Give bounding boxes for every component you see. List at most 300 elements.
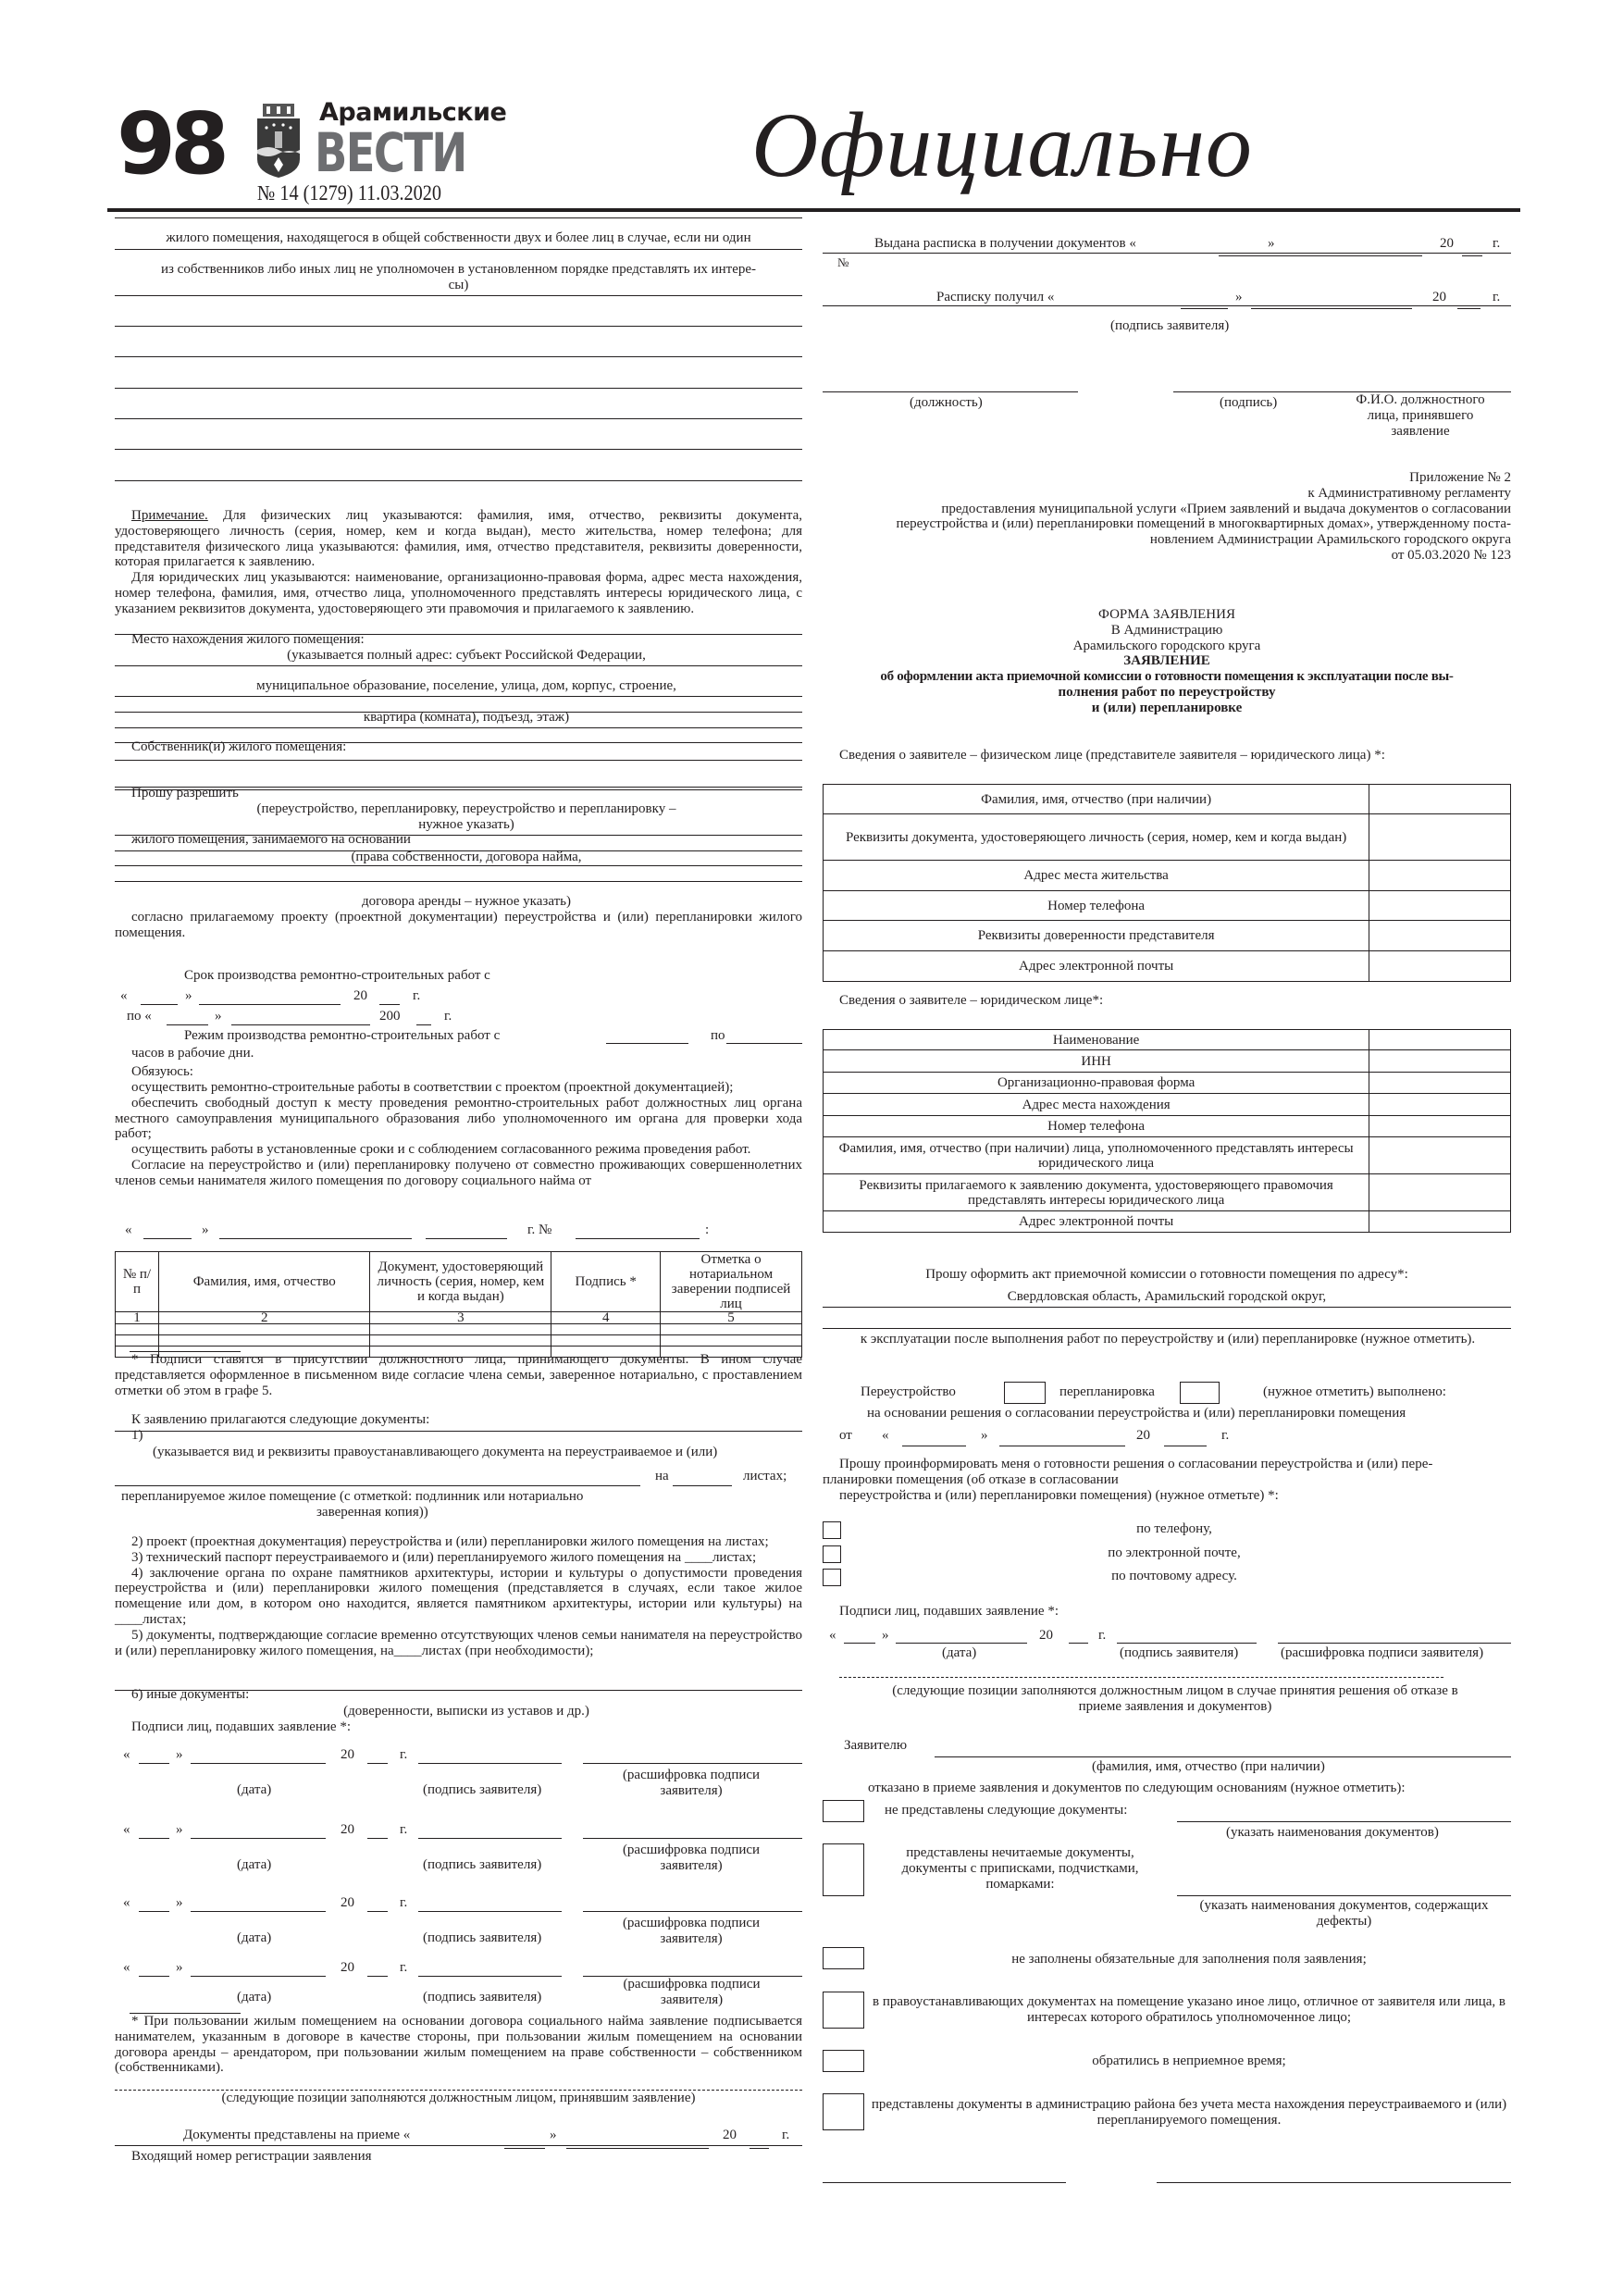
missing-documents-field[interactable] <box>1177 1821 1511 1822</box>
obligations-title: Обязуюсь: <box>131 1064 193 1079</box>
reason-unfilled-label: не заполнены обязательные для заполнения поля заявления; <box>1011 1952 1367 1967</box>
applicant-name-field[interactable] <box>935 1756 1511 1757</box>
day-field[interactable] <box>139 1976 169 1977</box>
field-line[interactable] <box>115 295 802 296</box>
attachment-1-field[interactable] <box>115 1485 640 1486</box>
location-field[interactable] <box>115 665 802 666</box>
attachment-item: 2) проект (проектная документация) переустройства и (или) перепланировки жилого помещения на листах; <box>131 1534 769 1549</box>
row-value-cell[interactable] <box>1369 1073 1511 1094</box>
table-row <box>824 921 1511 951</box>
column-header: Подпись * <box>551 1252 661 1312</box>
field-line[interactable] <box>115 480 802 481</box>
row-value-cell[interactable] <box>1369 1211 1511 1233</box>
position-field[interactable] <box>823 391 1078 392</box>
row-value-cell[interactable] <box>1369 814 1511 861</box>
reason-missing-checkbox[interactable] <box>823 1800 864 1822</box>
row-label: Реквизиты документа, удостоверяющего личность (серия, номер, кем и когда выдан) <box>824 814 1369 861</box>
attachment-item: 3) технический паспорт переустраиваемого и (или) перепланируемого жилого помещения на ____листах; <box>131 1549 757 1565</box>
intro-line-3: сы) <box>448 278 469 292</box>
signature-decode-label: (расшифровка подписи заявителя) <box>1281 1645 1484 1660</box>
year-suffix: г. <box>400 1960 408 1975</box>
year-prefix: 20 <box>723 2128 737 2142</box>
header-rule <box>107 208 1520 212</box>
owners-label: Собственник(и) жилого помещения: <box>131 739 347 754</box>
table-row <box>824 1211 1511 1233</box>
month-field[interactable] <box>231 1024 370 1025</box>
row-label: Организационно-правовая форма <box>824 1073 1369 1094</box>
quote-open: « <box>123 1822 130 1837</box>
row-label: Наименование <box>824 1030 1369 1050</box>
quote-close: » <box>550 2128 557 2142</box>
basis-hint-1: (права собственности, договора найма, <box>351 850 582 864</box>
signature-decode-label: (расшифровка подписи заявителя) <box>623 1977 761 2007</box>
row-value-cell[interactable] <box>1369 1094 1511 1116</box>
row-label: Номер телефона <box>824 891 1369 921</box>
year-field[interactable] <box>367 1838 388 1839</box>
attachment-sheets: листах; <box>743 1469 787 1483</box>
year-field[interactable] <box>367 1763 388 1764</box>
month-field[interactable] <box>1219 255 1422 256</box>
date-label: (дата) <box>237 1782 272 1797</box>
table-row <box>824 1174 1511 1211</box>
mode-to-label: по <box>711 1028 725 1043</box>
reason-other-person-checkbox[interactable] <box>823 1992 864 2029</box>
year-field[interactable] <box>1457 308 1481 309</box>
month-field[interactable] <box>191 1838 326 1839</box>
attachment-1-hint-2: перепланируемое жилое помещение (с отметкой: подлинник или нотариально <box>121 1489 584 1504</box>
appendix-line: от 05.03.2020 № 123 <box>1391 547 1511 563</box>
receipt-field[interactable] <box>823 305 1511 306</box>
sheets-count-field[interactable] <box>673 1485 732 1486</box>
statement-subtitle: об оформлении акта приемочной комиссии о готовности помещения к эксплуатации после вы- <box>880 669 1454 685</box>
after-works-text: к эксплуатации после выполнения работ по переустройству и (или) перепланировке (нужное отметить). <box>860 1332 1476 1347</box>
year-prefix: 20 <box>1039 1628 1053 1643</box>
mode-label: Режим производства ремонтно-строительных работ с <box>184 1028 501 1043</box>
note-block <box>115 508 802 617</box>
column-number: 4 <box>551 1312 661 1324</box>
month-field[interactable] <box>219 1238 412 1239</box>
intro-line-1: жилого помещения, находящегося в общей собственности двух и более лиц в случае, если ни один <box>166 230 751 245</box>
quote-close: » <box>176 1895 183 1910</box>
row-label: ИНН <box>824 1050 1369 1073</box>
inform-line: планировки помещения (об отказе в согласовании <box>823 1472 1119 1487</box>
date-label: (дата) <box>237 1930 272 1945</box>
row-value-cell[interactable] <box>1369 1137 1511 1174</box>
year-suffix: г. <box>1098 1628 1107 1643</box>
quote-close: » <box>185 988 192 1003</box>
reason-other-person-label: в правоустанавливающих документах на помещение указано иное лицо, отличное от заявителя или лица, в интересах которого обратилось уполномоченное лицо; <box>872 1994 1505 2025</box>
table-header-row <box>116 1252 802 1312</box>
basis-field[interactable] <box>115 881 802 882</box>
coat-of-arms-icon <box>255 102 302 180</box>
attachment-6-label: 6) иные документы: <box>131 1687 250 1702</box>
quote-open: « <box>123 1895 130 1910</box>
request-hint-2: нужное указать) <box>418 817 514 832</box>
row-label: Адрес места жительства <box>824 861 1369 891</box>
signature-label: (подпись заявителя) <box>423 1857 542 1872</box>
year-prefix: 200 <box>379 1009 401 1024</box>
dashed-separator <box>839 1677 1443 1678</box>
quote-close: » <box>882 1628 889 1643</box>
field-line[interactable] <box>115 449 802 450</box>
inform-option-label: по телефону, <box>1136 1521 1212 1536</box>
row-value-cell[interactable] <box>1369 1174 1511 1211</box>
field-line[interactable] <box>115 418 802 419</box>
intro-line-2: из собственников либо иных лиц не уполномочен в установленном порядке представлять их интере- <box>160 262 757 277</box>
reason-unfilled-checkbox[interactable] <box>823 1947 864 1969</box>
year-field[interactable] <box>367 1976 388 1977</box>
day-field[interactable] <box>143 1238 192 1239</box>
year-field[interactable] <box>1069 1643 1088 1644</box>
location-hint-3: квартира (комната), подъезд, этаж) <box>363 710 570 725</box>
reason-missing-label: не представлены следующие документы: <box>885 1803 1128 1818</box>
signature-label: (подпись заявителя) <box>423 1782 542 1797</box>
table-row <box>824 861 1511 891</box>
reason-wrong-time-label: обратились в неприемное время; <box>1092 2054 1286 2068</box>
signature-decode-field[interactable] <box>583 1838 802 1839</box>
table-row <box>824 951 1511 982</box>
appendix-line: Приложение № 2 <box>1409 470 1511 485</box>
column-header: Отметка о нотариальном заверении подписей лиц <box>661 1252 802 1312</box>
table-row <box>824 814 1511 861</box>
attachments-list <box>115 1534 802 1658</box>
field-line[interactable] <box>115 356 802 357</box>
inform-option-label: по электронной почте, <box>1108 1545 1241 1560</box>
legal-section-title: Сведения о заявителе – юридическом лице*: <box>839 993 1104 1008</box>
column-header: Документ, удостоверяющий личность (серия, номер, кем и когда выдан) <box>370 1252 551 1312</box>
footnote-1 <box>115 1352 802 1398</box>
row-value-cell[interactable] <box>1369 1116 1511 1137</box>
day-field[interactable] <box>139 1763 169 1764</box>
note-label: Примечание. <box>131 508 208 523</box>
project-paragraph: согласно прилагаемому проекту (проектной документации) переустройства и (или) перепланировки жилого помещения. <box>115 910 802 940</box>
term-to-prefix: по « <box>127 1009 152 1024</box>
official-position-field[interactable] <box>823 2182 1066 2183</box>
year-prefix: 20 <box>1136 1428 1150 1443</box>
year-prefix: 20 <box>341 1895 354 1910</box>
signature-decode-label: (расшифровка подписи заявителя) <box>622 1843 761 1873</box>
field-line <box>115 217 802 218</box>
number-sign: № <box>837 255 849 269</box>
replanning-checkbox[interactable] <box>1180 1382 1220 1404</box>
year-prefix: 20 <box>1440 236 1454 251</box>
quote-open: « <box>125 1222 132 1237</box>
receipt-received-label: Расписку получил « <box>936 290 1055 304</box>
signature-decode-field[interactable] <box>583 1911 802 1912</box>
table-row <box>824 1116 1511 1137</box>
basis-label: жилого помещения, занимаемого на основании <box>131 832 411 847</box>
contract-number-field[interactable] <box>576 1238 700 1239</box>
year-prefix: 20 <box>1432 290 1446 304</box>
note-paragraph-2: Для юридических лиц указываются: наименование, организационно-правовая форма, адрес места нахождения, номер телефона, фамилия, имя, отчество лица, уполномоченного представлять интересы юридического лица, с указанием реквизитов документа, удостоверяющего эти правомочия и прилагаемого к заявлению. <box>115 570 802 616</box>
basis-field[interactable] <box>115 865 802 866</box>
month-field[interactable] <box>191 1911 326 1912</box>
signature-field[interactable] <box>1117 1643 1257 1644</box>
individual-applicant-table <box>823 784 1511 982</box>
day-field[interactable] <box>141 1004 178 1005</box>
year-suffix: г. <box>413 988 421 1003</box>
incoming-number-field[interactable] <box>115 2145 802 2146</box>
row-value-cell[interactable] <box>1369 921 1511 951</box>
consent-year-number: г. № <box>527 1222 552 1237</box>
reconstruction-checkbox[interactable] <box>1004 1382 1046 1404</box>
table-row[interactable] <box>116 1335 802 1347</box>
year-field[interactable] <box>367 1911 388 1912</box>
reason-unreadable-checkbox[interactable] <box>823 1843 864 1896</box>
basis-hint-2: договора аренды – нужное указать) <box>362 894 571 909</box>
reason-wrong-time-checkbox[interactable] <box>823 2050 864 2072</box>
row-value-cell[interactable] <box>1369 951 1511 982</box>
year-suffix: г. <box>400 1747 408 1762</box>
obligation-item: осуществить ремонтно-строительные работы в соответствии с проектом (проектной документацией); <box>131 1080 734 1095</box>
row-label: Реквизиты прилагаемого к заявлению документа, удостоверяющего правомочия представлять интересы юридического лица <box>824 1174 1369 1211</box>
attachment-1-hint-3: заверенная копия)) <box>316 1505 428 1520</box>
signature-decode-field[interactable] <box>583 1763 802 1764</box>
signature-label: (подпись) <box>1220 395 1278 410</box>
decision-basis: на основании решения о согласовании переустройства и (или) перепланировки помещения <box>867 1406 1406 1421</box>
mode-hours: часов в рабочие дни. <box>131 1046 254 1061</box>
table-row <box>824 785 1511 814</box>
appendix-block <box>823 470 1511 564</box>
quote-open: « <box>882 1428 889 1443</box>
month-field[interactable] <box>896 1643 1027 1644</box>
official-note: (следующие позиции заполняются должностным лицом, принявшим заявление) <box>221 2091 696 2105</box>
quote-open: « <box>123 1747 130 1762</box>
appendix-line: к Административному регламенту <box>1307 485 1511 501</box>
month-field[interactable] <box>566 2148 709 2149</box>
applicant-signature-label: (подпись заявителя) <box>1110 318 1230 333</box>
mode-to-field[interactable] <box>726 1043 802 1044</box>
section-title: Официально <box>751 93 1253 196</box>
date-label: (дата) <box>237 1990 272 2004</box>
month-field[interactable] <box>191 1976 326 1977</box>
year-suffix: г. <box>400 1895 408 1910</box>
day-field[interactable] <box>139 1911 169 1912</box>
attachment-on: на <box>655 1469 669 1483</box>
legal-applicant-table <box>823 1029 1511 1233</box>
attachment-item: 4) заключение органа по охране памятников архитектуры, истории и культуры о допустимости проведения переустройства и (или) перепланировки жилого помещения (представляется в случаях, если такое жилое помещение или дом, в котором оно находится, является памятником архитектуры, истории или культуры) на ____листах; <box>115 1565 802 1627</box>
month-field[interactable] <box>199 1004 341 1005</box>
appendix-line: предоставления муниципальной услуги «Прием заявлений и выдача документов о согласовании <box>941 501 1511 516</box>
individual-section-title: Сведения о заявителе – физическом лице (представителе заявителя – юридического лица) *: <box>839 748 1385 763</box>
statement-subtitle: полнения работ по переустройству <box>1058 684 1276 700</box>
year-prefix: 20 <box>341 1960 354 1975</box>
appendix-line: новлением Администрации Арамильского городского округа <box>1149 532 1511 548</box>
field-line <box>115 249 802 250</box>
table-row <box>824 1094 1511 1116</box>
missing-documents-hint: (указать наименования документов) <box>1226 1825 1439 1840</box>
date-label: (дата) <box>237 1857 272 1872</box>
day-field[interactable] <box>167 1024 208 1025</box>
day-field[interactable] <box>1181 308 1228 309</box>
column-number: 3 <box>370 1312 551 1324</box>
quote-open: « <box>829 1628 836 1643</box>
quote-close: » <box>176 1822 183 1837</box>
row-label: Реквизиты доверенности представителя <box>824 921 1369 951</box>
act-request: Прошу оформить акт приемочной комиссии о готовности помещения по адресу*: <box>925 1267 1408 1282</box>
table-row[interactable] <box>116 1324 802 1335</box>
signature-decode-field[interactable] <box>1278 1643 1511 1644</box>
location-field[interactable] <box>115 727 802 728</box>
form-title: ФОРМА ЗАЯВЛЕНИЯ <box>1098 607 1235 622</box>
quote-close: » <box>176 1960 183 1975</box>
note-paragraph-1 <box>115 508 802 570</box>
year-field[interactable] <box>1462 255 1482 256</box>
mode-from-field[interactable] <box>606 1043 688 1044</box>
signatures-title: Подписи лиц, подавших заявление *: <box>131 1719 351 1734</box>
footnote-2 <box>115 2014 802 2076</box>
address-field[interactable] <box>823 1307 1511 1308</box>
from-label: от <box>839 1428 852 1443</box>
request-label: Прошу разрешить <box>131 786 239 800</box>
defective-documents-field[interactable] <box>1177 1895 1511 1896</box>
quote-close: » <box>215 1009 222 1024</box>
term-label: Срок производства ремонтно-строительных работ с <box>184 968 490 983</box>
footnote-text: * При пользовании жилым помещением на основании договора социального найма заявление подписывается нанимателем, указанным в договоре в качестве стороны, при пользовании жилым помещением на основании договора аренды – арендатором, при пользовании жилым помещением на праве собственности – собственником (собственниками). <box>115 2014 802 2076</box>
field-line[interactable] <box>115 326 802 327</box>
colon: : <box>705 1222 710 1237</box>
table-number-row <box>116 1312 802 1324</box>
year-prefix: 20 <box>341 1747 354 1762</box>
note-text: Для физических лиц указываются: фамилия, имя, отчество, реквизиты документа, удостоверяющего личность (серия, номер, кем и когда выдан), место жительства, номер телефона; для представителя физического лица указываются: фамилия, имя, отчество представителя, реквизиты доверенности, которая прилагается к заявлению. <box>115 508 802 570</box>
incoming-number-label: Входящий номер регистрации заявления <box>131 2149 372 2164</box>
location-hint-1: (указывается полный адрес: субъект Российской Федерации, <box>287 648 646 663</box>
attachments-title: К заявлению прилагаются следующие документы: <box>131 1412 430 1427</box>
year-suffix: г. <box>1221 1428 1230 1443</box>
signature-field[interactable] <box>418 1838 562 1839</box>
statement-title: ЗАЯВЛЕНИЕ <box>1123 653 1210 669</box>
signature-label: (подпись заявителя) <box>423 1930 542 1945</box>
quote-close: » <box>1268 236 1275 251</box>
request-hint-1: (переустройство, перепланировку, переустройство и перепланировку – <box>256 801 676 816</box>
date-label: (дата) <box>942 1645 977 1660</box>
table-row <box>824 1050 1511 1073</box>
column-number: 1 <box>116 1312 159 1324</box>
address-prefix: Свердловская область, Арамильский городской округ, <box>1007 1289 1327 1304</box>
appendix-line: переустройства и (или) перепланировки помещений в многоквартирных домах», утвержденному поста- <box>896 516 1511 532</box>
attachment-1-label: 1) <box>131 1428 143 1443</box>
signature-decode-label: (расшифровка подписи заявителя) <box>622 1768 761 1798</box>
row-label: Адрес электронной почты <box>824 1211 1369 1233</box>
row-label: Адрес электронной почты <box>824 951 1369 982</box>
attachment-item: 5) документы, подтверждающие согласие временно отсутствующих членов семьи нанимателя на переустройство и (или) перепланировку жилого помещения, на____листах (при необходимости); <box>115 1627 802 1658</box>
field-line[interactable] <box>115 388 802 389</box>
year-field[interactable] <box>750 2148 769 2149</box>
year-field[interactable] <box>416 1024 431 1025</box>
quote-open: « <box>120 988 128 1003</box>
quote-open: « <box>123 1960 130 1975</box>
replanning-label: перепланировка <box>1059 1384 1155 1399</box>
month-field[interactable] <box>191 1763 326 1764</box>
official-name-label: Ф.И.О. должностного лица, принявшего заявление <box>1356 392 1485 439</box>
footnote-text: * Подписи ставятся в присутствии должностного лица, принимающего документы. В ином случае представляется оформленное в письменном виде согласие члена семьи, заверенное нотариально, с проставлением отметки об этом в графе 5. <box>115 1352 802 1398</box>
year-field[interactable] <box>379 1004 400 1005</box>
day-field[interactable] <box>844 1643 875 1644</box>
signature-field[interactable] <box>418 1763 562 1764</box>
project-text <box>115 910 802 941</box>
location-hint-2: муниципальное образование, поселение, улица, дом, корпус, строение, <box>256 678 676 693</box>
attachment-field[interactable] <box>115 1431 802 1432</box>
address-field[interactable] <box>823 1328 1511 1329</box>
applicant-label: Заявителю <box>844 1738 908 1753</box>
row-value-cell[interactable] <box>1369 861 1511 891</box>
statement-subtitle: и (или) перепланировке <box>1091 700 1243 715</box>
year-suffix: г. <box>400 1822 408 1837</box>
signature-field[interactable] <box>418 1976 562 1977</box>
row-value-cell[interactable] <box>1369 1050 1511 1073</box>
attachment-1-hint: (указывается вид и реквизиты правоустанавливающего документа на переустраиваемое и (или) <box>153 1445 718 1459</box>
applicant-name-hint: (фамилия, имя, отчество (при наличии) <box>1092 1759 1325 1774</box>
defective-documents-hint: (указать наименования документов, содержащих дефекты) <box>1199 1898 1489 1929</box>
location-field[interactable] <box>115 696 802 697</box>
year-suffix: г. <box>782 2128 790 2142</box>
row-label: Фамилия, имя, отчество (при наличии) лица, уполномоченного представлять интересы юридического лица <box>824 1137 1369 1174</box>
row-label: Адрес места нахождения <box>824 1094 1369 1116</box>
receipt-number-field[interactable] <box>823 253 1511 254</box>
mark-needed-label: (нужное отметить) выполнено: <box>1263 1384 1446 1399</box>
row-value-cell[interactable] <box>1369 785 1511 814</box>
issue-number-date: № 14 (1279) 11.03.2020 <box>257 181 442 205</box>
reconstruction-label: Переустройство <box>861 1384 956 1399</box>
row-value-cell[interactable] <box>1369 1030 1511 1050</box>
location-label: Место нахождения жилого помещения: <box>131 632 365 647</box>
docs-received-label: Документы представлены на приеме « <box>183 2128 411 2142</box>
signature-label: (подпись заявителя) <box>1120 1645 1239 1660</box>
refused-text: отказано в приеме заявления и документов по следующим основаниям (нужное отметить): <box>868 1781 1406 1795</box>
row-label: Фамилия, имя, отчество (при наличии) <box>824 785 1369 814</box>
consent-text: Согласие на переустройство и (или) перепланировку получено от совместно проживающих совершеннолетних членов семьи нанимателя жилого помещения по договору социального найма от <box>115 1157 802 1188</box>
year-field[interactable] <box>426 1238 507 1239</box>
inform-line: Прошу проинформировать меня о готовности решения о согласовании переустройства и (или) пере- <box>839 1457 1433 1471</box>
year-suffix: г. <box>1493 290 1501 304</box>
position-label: (должность) <box>910 395 983 410</box>
addressee-line: Арамильского городского круга <box>1072 638 1261 653</box>
year-prefix: 20 <box>353 988 367 1003</box>
quote-close: » <box>202 1222 209 1237</box>
quote-close: » <box>981 1428 988 1443</box>
owners-field[interactable] <box>115 760 802 761</box>
column-number: 2 <box>158 1312 370 1324</box>
row-value-cell[interactable] <box>1369 891 1511 921</box>
official-signature-field[interactable] <box>1157 2182 1511 2183</box>
reason-wrong-district-checkbox[interactable] <box>823 2093 864 2130</box>
refusal-note: (следующие позиции заполняются должностным лицом в случае принятия решения об отказе в приеме заявления и документов) <box>892 1683 1458 1714</box>
obligation-item: обеспечить свободный доступ к месту проведения ремонтно-строительных работ должностных лиц органа местного самоуправления муниципального образования либо уполномоченного им органа для проверки хода работ; <box>115 1095 802 1142</box>
signature-decode-label: (расшифровка подписи заявителя) <box>622 1916 761 1946</box>
day-field[interactable] <box>504 2148 545 2149</box>
addressee-line: В Администрацию <box>1110 622 1223 638</box>
month-field[interactable] <box>1251 308 1412 309</box>
attachment-6-hint: (доверенности, выписки из уставов и др.) <box>343 1704 589 1719</box>
signatures-title: Подписи лиц, подавших заявление *: <box>839 1604 1059 1619</box>
year-suffix: г. <box>444 1009 452 1024</box>
signature-label: (подпись заявителя) <box>423 1990 542 2004</box>
inform-line: переустройства и (или) перепланировки помещения) (нужное отметьте) *: <box>839 1488 1279 1503</box>
table-row <box>824 1073 1511 1094</box>
day-field[interactable] <box>139 1838 169 1839</box>
receipt-issued-label: Выдана расписка в получении документов « <box>874 236 1136 251</box>
reason-wrong-district-label: представлены документы в администрацию района без учета места нахождения переустраиваемого и (или) перепланируемого помещения. <box>871 2097 1507 2128</box>
signature-field[interactable] <box>418 1911 562 1912</box>
column-header: Фамилия, имя, отчество <box>158 1252 370 1312</box>
year-suffix: г. <box>1493 236 1501 251</box>
row-label: Номер телефона <box>824 1116 1369 1137</box>
obligation-item: осуществить работы в установленные сроки и с соблюдением согласованного режима проведения работ. <box>131 1142 751 1158</box>
logo-title-bottom: ВЕСТИ <box>315 121 466 184</box>
quote-close: » <box>1235 290 1243 304</box>
quote-close: » <box>176 1747 183 1762</box>
inform-option-label: по почтовому адресу. <box>1111 1569 1237 1583</box>
